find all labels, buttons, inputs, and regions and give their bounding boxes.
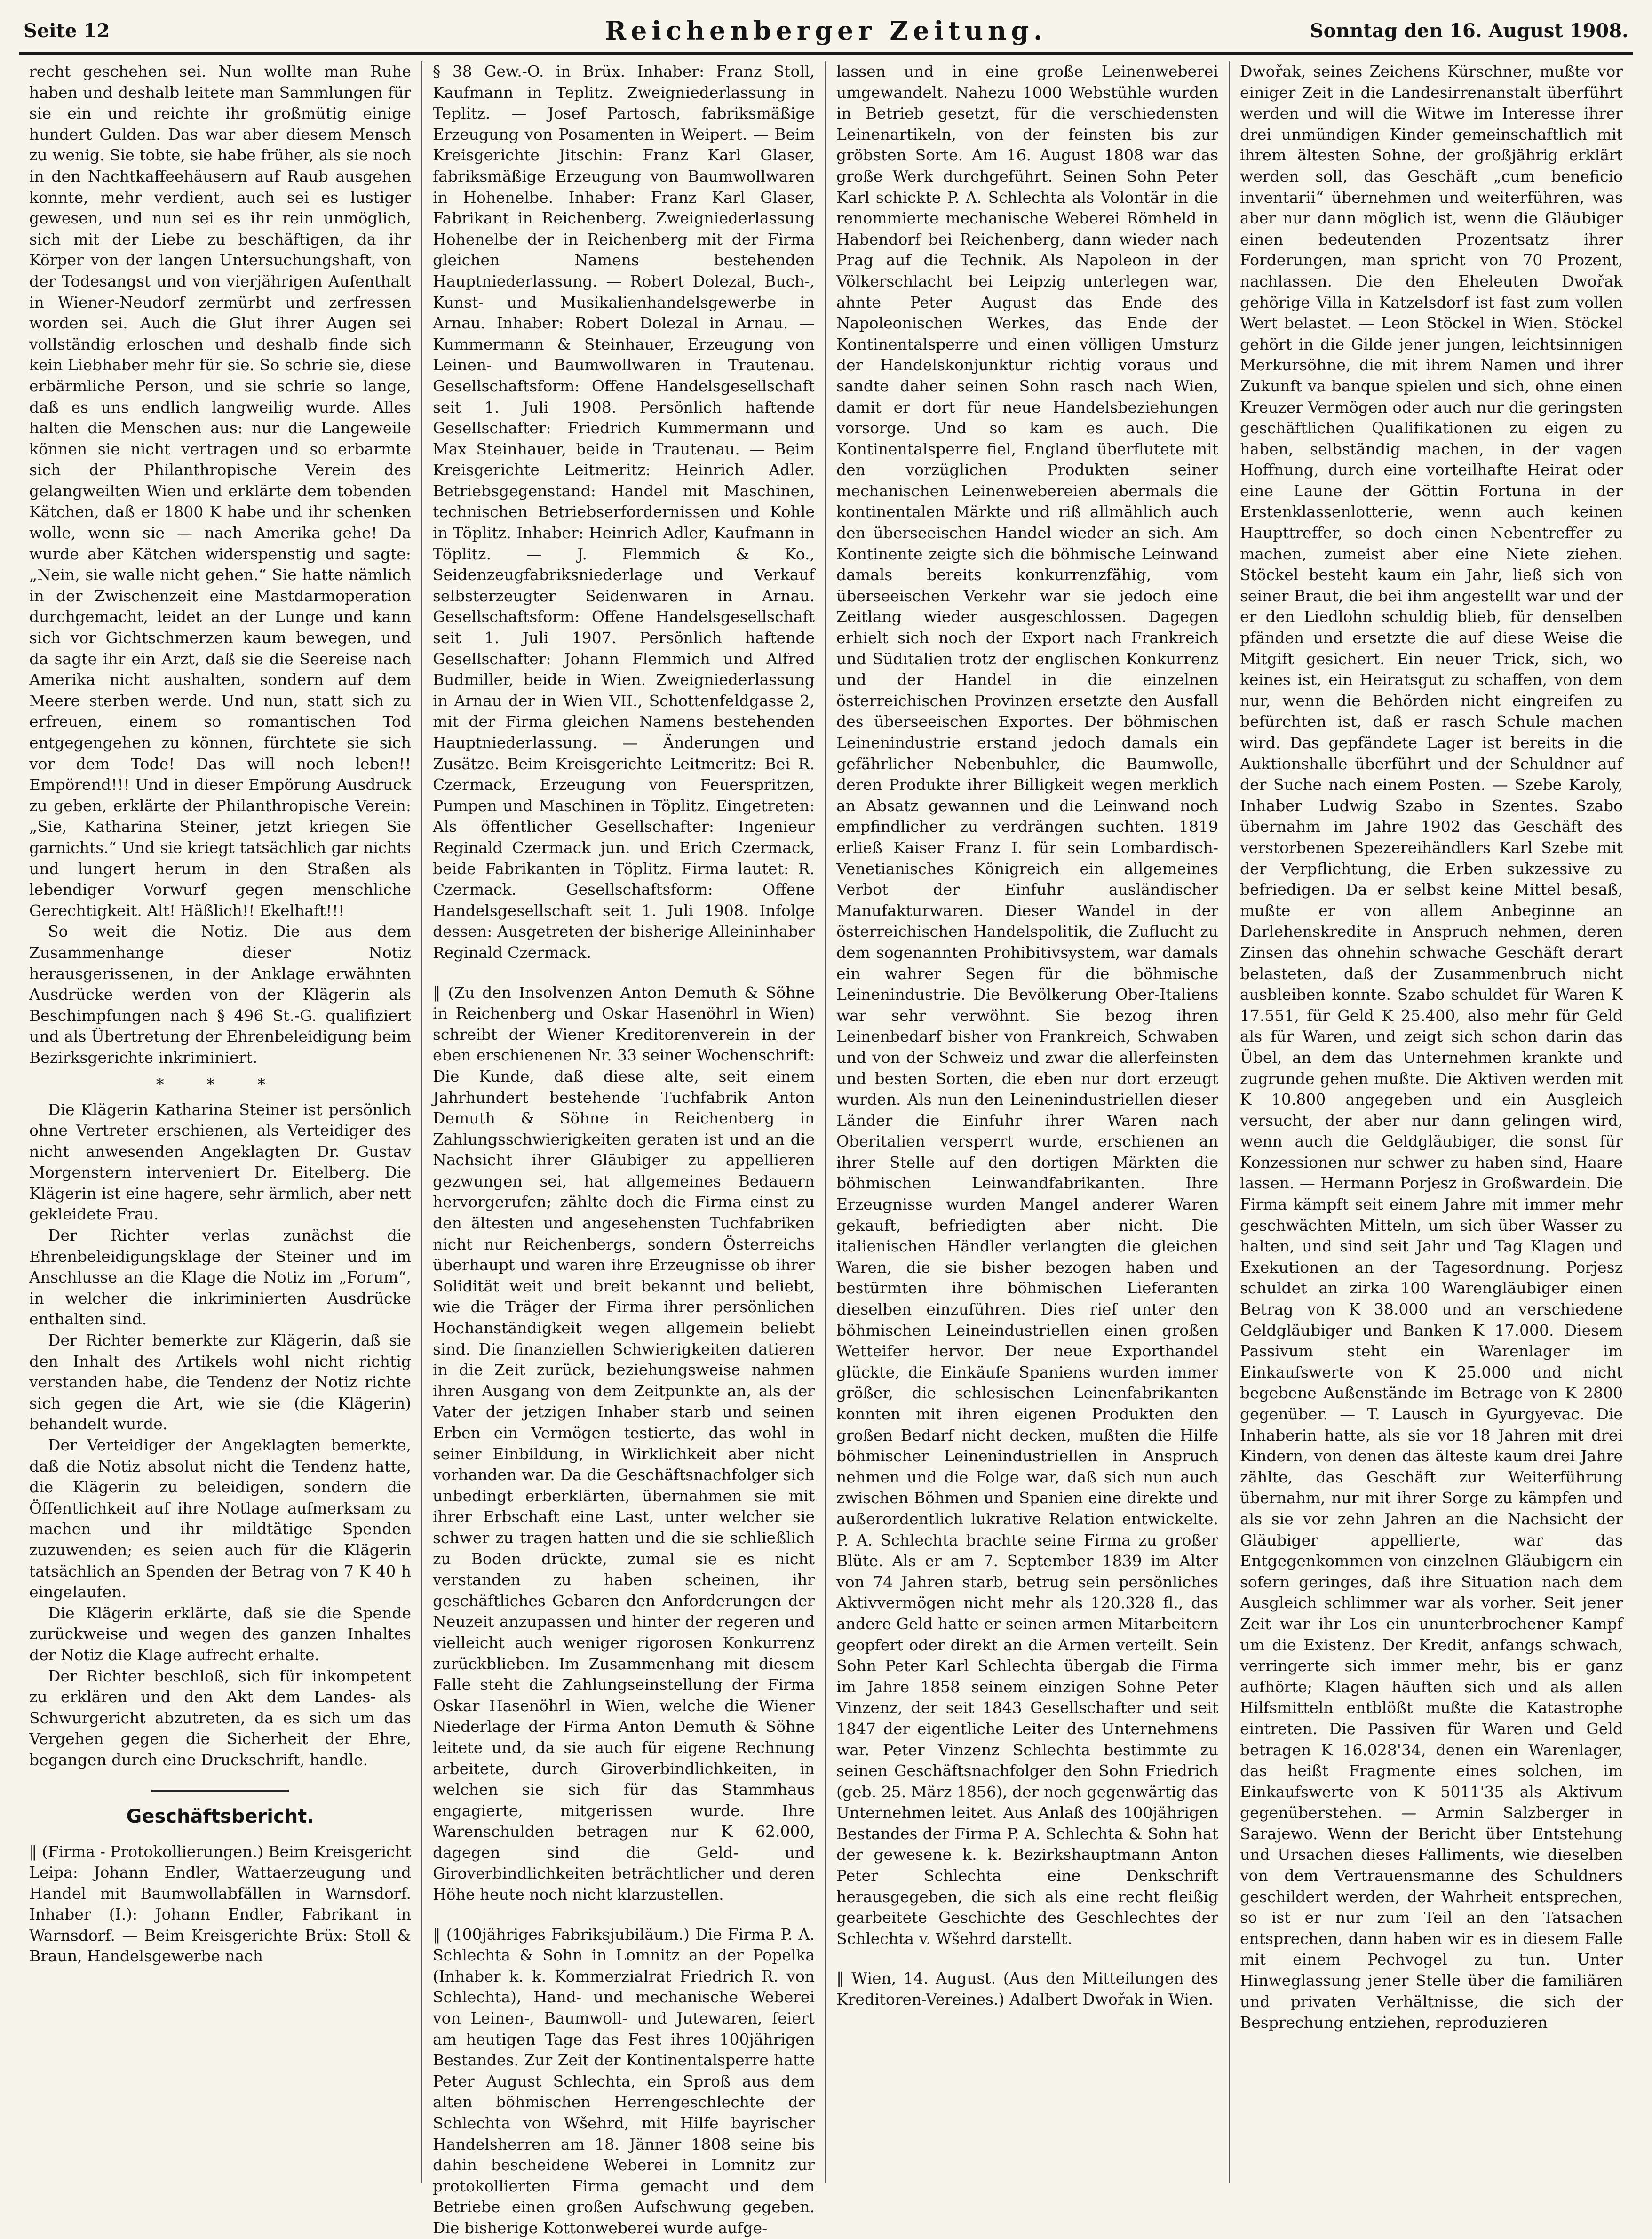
column-4 (1230, 61, 1633, 2183)
article-paragraph: ‖ (100jähriges Fabriksjubiläum.) Die Firma P. A. Schlechta & Sohn in Lomnitz an der Popelka (Inhaber k. k. Kommerzialrat Friedrich R. von Schlechta), Hand- und mechanische Weberei von Leinen-, Baumwoll- und Jutewaren, feiert am heutigen Tage das Fest ihres 100jährigen Bestandes. Zur Zeit der Kontinentalsperre hatte Peter August Schlechta, ein Sproß aus dem alten böhmischen Herrengeschlechte der Schlechta von Wšehrd, mit Hilfe bayrischer Handelsherren am 18. Jänner 1808 seine bis dahin bescheidene Weberei in Lomnitz zur protokollierten Firma gemacht und dem Betriebe einen großen Aufschwung gegeben. Die bisherige Kottonweberei wurde aufge- (433, 1925, 815, 2237)
masthead (19, 9, 1633, 55)
newspaper-page (19, 9, 1633, 2237)
article-paragraph: lassen und in eine große Leinenweberei umgewandelt. Nahezu 1000 Webstühle wurden in Betrieb gesetzt, für die verschiedensten Leinenartikeln, von der feinsten bis zur gröbsten Sorte. Am 16. August 1808 war das große Werk durchgeführt. Seinen Sohn Peter Karl schickte P. A. Schlechta als Volontär in die renommierte mechanische Weberei Römheld in Habendorf bei Reichenberg, dann wieder nach Prag auf die Technik. Als Napoleon in der Völkerschlacht bei Leipzig unterlegen war, ahnte Peter August das Ende des Napoleonischen Werkes, das Ende der Kontinentalsperre und einen völligen Umsturz der Handelskonjunktur richtig voraus und sandte daher seinen Sohn rasch nach Wien, damit er dort für neue Handelsbeziehungen vorsorge. Und so kam es auch. Die Kontinentalsperre fiel, England überflutete mit den vorzüglichen Produkten seiner mechanischen Leinenwebereien abermals die kontinentalen Märkte und riß allmählich auch den überseeischen Handel wieder an sich. Am Kontinente zeigte sich die böhmische Leinwand damals bereits konkurrenzfähig, vom überseeischen Verkehr war sie jedoch eine Zeitlang wieder ausgeschlossen. Dagegen erhielt sich noch der Export nach Frankreich und Südıtalien trotz der englischen Konkurrenz und der Handel in die einzelnen österreichischen Provinzen ersetzte den Ausfall des überseeischen Exportes. Der böhmischen Leinenindustrie erstand jedoch damals ein gefährlicher Nebenbuhler, die Baumwolle, deren Produkte ihrer Billigkeit wegen merklich an Absatz gewannen und die Leinwand noch empfindlicher zu verdrängen suchten. 1819 erließ Kaiser Franz I. für sein Lombardisch-Venetianisches Königreich ein allgemeines Verbot der Einfuhr ausländischer Manufakturwaren. Dieser Wandel in der österreichischen Handelspolitik, die Zuflucht zu dem sogenannten Prohibitivsystem, war damals ein wahrer Segen für die böhmische Leinenindustrie. Die Bevölkerung Ober-Italiens war sehr verwöhnt. Sie bezog ihren Leinenbedarf bisher von Frankreich, Schwaben und von der Schweiz und zwar die allerfeinsten und besten Sorten, die eben nur dort erzeugt wurden. Als nun den Leinenindustriellen dieser Länder die Einfuhr ihrer Waren nach Oberitalien versperrt wurde, erschienen an ihrer Stelle auf den dortigen Märkten die böhmischen Leinwandfabrikanten. Ihre Erzeugnisse wurden Mangel anderer Waren gekauft, befriedigten aber nicht. Die italienischen Händler verlangten die gleichen Waren, die sie bisher bezogen haben und bestürmten ihre böhmischen Lieferanten dieselben einzuführen. Dies rief unter den böhmischen Leineindustriellen einen großen Wetteifer hervor. Der neue Exporthandel glückte, die Einkäufe Spaniens wurden immer größer, die schlesischen Leinenfabrikanten konnten mit ihren eigenen Produkten den großen Bedarf nicht decken, mußten die Hilfe böhmischer Leinenindustriellen in Anspruch nehmen und die Folge war, daß sich nun auch zwischen Böhmen und Spanien eine direkte und außerordentlich lukrative Relation entwickelte. P. A. Schlechta brachte seine Firma zu großer Blüte. Als er am 7. September 1839 im Alter von 74 Jahren starb, betrug sein persönliches Aktivvermögen nicht mehr als 120.328 fl., das andere Geld hatte er seinen armen Mitarbeitern geopfert oder direkt an die Armen verteilt. Sein Sohn Peter Karl Schlechta übergab die Firma im Jahre 1858 seinem einzigen Sohne Peter Vinzenz, der seit 1843 Gesellschafter und seit 1847 der eigentliche Leiter des Unternehmens war. Peter Vinzenz Schlechta bestimmte zu seinen Geschäftsnachfolger den Sohn Friedrich (geb. 25. März 1856), der noch gegenwärtig das Unternehmen leitet. Aus Anlaß des 100jährigen Bestandes der Firma P. A. Schlechta & Sohn hat der gewesene k. k. Bezirkshauptmann Anton Peter Schlechta eine Denkschrift herausgegeben, die sich als eine recht fleißig gearbeitete Geschichte des Geschlechtes der Schlechta v. Wšehrd darstellt. (836, 62, 1218, 1948)
article-paragraph: Dwořak, seines Zeichens Kürschner, mußte vor einiger Zeit in die Landesirrenanstalt überführt werden und will die Witwe im Interesse ihrer drei unmündigen Kinder gemeinschaftlich mit ihrem ältesten Sohne, der großjährig erklärt werden soll, das Geschäft „cum beneficio inventarii“ übernehmen und weiterführen, was aber nur dann möglich ist, wenn die Gläubiger einen bedeutenden Prozentsatz ihrer Forderungen, man spricht von 70 Prozent, nachlassen. Die den Eheleuten Dwořak gehörige Villa in Katzelsdorf ist fast zum vollen Wert belastet. — Leon Stöckel in Wien. Stöckel gehört in die Gilde jener jungen, leichtsinnigen Merkursöhne, die mit ihrem Namen und ihrer Zukunft va banque spielen und sich, ohne einen Kreuzer Vermögen oder auch nur die geringsten geschäftlichen Qualifikationen zu eigen zu haben, selbständig machen, in der vagen Hoffnung, durch eine vorteilhafte Heirat oder eine Laune der Göttin Fortuna in der Erstenklassenlotterie, wenn auch keinen Haupttreffer, so doch einen Nebentreffer zu machen, zumeist aber eine Niete ziehen. Stöckel besteht kaum ein Jahr, ließ sich von seiner Braut, die bei ihm angestellt war und der er den Liedlohn schuldig blieb, für denselben pfänden und ersetzte die auf diese Weise die Mitgift gesichert. Ein neuer Trick, sich, wo keines ist, ein Heiratsgut zu schaffen, von dem nur, wenn die Behörden nicht eingreifen zu befürchten ist, daß er rasch Schule machen wird. Das gepfändete Lager ist bereits in die Auktionshalle überführt und der Schuldner auf der Suche nach einem Posten. — Szebe Karoly, Inhaber Ludwig Szabo in Szentes. Szabo übernahm im Jahre 1902 das Geschäft des verstorbenen Spezereihändlers Karl Szebe mit der Verpflichtung, die Erben sukzessive zu befriedigen. Da er selbst keine Mittel besaß, mußte er von allem Anbeginne an Darlehenskredite in Anspruch nehmen, deren Zinsen das ohnehin schwache Geschäft derart belasteten, daß der Zusammenbruch nicht ausbleiben konnte. Szabo schuldet für Waren K 17.551, für Geld K 25.400, also mehr für Geld als für Waren, und zeigt sich schon darin das Übel, an dem das Unternehmen krankte und zugrunde gehen mußte. Die Aktiven werden mit K 10.800 angegeben und ein Ausgleich versucht, der aber nur dann gelingen wird, wenn auch die Geldgläubiger, die sonst für Konzessionen nur schwer zu haben sind, Haare lassen. — Hermann Porjesz in Großwardein. Die Firma kämpft seit einem Jahre mit immer mehr geschwächten Mitteln, um sich über Wasser zu halten, und sind seit Jahr und Tag Klagen und Exekutionen an der Tagesordnung. Porjesz schuldet an zirka 100 Warengläubiger einen Betrag von K 38.000 und an verschiedene Geldgläubiger und Banken K 17.000. Diesem Passivum steht ein Warenlager im Einkaufswerte von K 25.000 und nicht begebene Außenstände im Betrage von K 2800 gegenüber. — T. Lausch in Gyurgyevac. Die Inhaberin hatte, als sie vor 18 Jahren mit drei Kindern, von denen das älteste kaum drei Jahre zählte, das Geschäft zur Weiterführung übernahm, nur mit ihrer Sorge zu kämpfen und als sie vor zehn Jahren an die Nachsicht der Gläubiger appellierte, war das Entgegenkommen von einzelnen Gläubigern ein sofern geringes, daß ihre Situation nach dem Ausgleich schlimmer war als vorher. Seit jener Zeit war ihr Los ein ununterbrochener Kampf um die Existenz. Der Kredit, anfangs schwach, verringerte sich immer mehr, bis er ganz aufhörte; Klagen häuften sich und als allen Hilfsmitteln entblößt mußte die Katastrophe eintreten. Die Passiven für Waren und Geld betragen K 16.028'34, denen ein Warenlager, das heißt Fragmente eines solchen, im Einkaufswerte von K 5011'35 als Aktivum gegenüberstehen. — Armin Salzberger in Sarajewo. Wenn der Bericht über Entstehung und Ursachen dieses Falliments, wie dieselben von dem Vertrauensmanne des Schuldners geschildert werden, der Wahrheit entsprechen, so ist er nur zum Teil an den Tatsachen entsprechen, dann haben wir es in diesem Falle mit einem Pechvogel zu tun. Unter Hinweglassung jener Stelle über die familiären und privaten Verhältnisse, die sich der Besprechung entziehen, reproduzieren (1240, 62, 1623, 2032)
page-number: Seite 12 (24, 19, 110, 42)
article-columns (19, 61, 1633, 2237)
issue-date: Sonntag den 16. August 1908. (1310, 19, 1628, 42)
column-2 (422, 61, 826, 2237)
article-paragraph: Der Richter bemerkte zur Klägerin, daß sie den Inhalt des Artikels wohl nicht richtig verstanden habe, die Tendenz der Notiz richte sich gegen die Art, wie sie (die Klägerin) behandelt wurde. (29, 1331, 411, 1434)
column-1 (19, 61, 422, 2183)
section-divider-stars: * * * (156, 1075, 285, 1094)
article-paragraph: Der Richter beschloß, sich für inkompetent zu erklären und den Akt dem Landes- als Schwurgericht abzutreten, da es sich um das Vergehen gegen die Sicherheit der Ehre, begangen durch eine Druckschrift, handle. (29, 1666, 411, 1769)
article-paragraph: Der Verteidiger der Angeklagten bemerkte, daß die Notiz absolut nicht die Tendenz hatte, die Klägerin zu beleidigen, sondern die Öffentlichkeit auf ihre Notlage aufmerksam zu machen und ihr mildtätige Spenden zuzuwenden; es seien auch für die Klägerin tatsächlich an Spenden der Betrag von 7 K 40 h eingelaufen. (29, 1436, 411, 1602)
article-paragraph: Die Klägerin Katharina Steiner ist persönlich ohne Vertreter erschienen, als Verteidiger des nicht anwesenden Angeklagten Dr. Gustav Morgenstern interveniert Dr. Eitelberg. Die Klägerin ist eine hagere, sehr ärmlich, aber nett gekleidete Frau. (29, 1100, 411, 1224)
paragraph-gap (433, 964, 815, 982)
paragraph-gap (433, 1905, 815, 1924)
section-heading: Geschäftsbericht. (126, 1805, 314, 1827)
article-paragraph: recht geschehen sei. Nun wollte man Ruhe haben und deshalb leitete man Sammlungen für sie ein und reichte ihr großmütig einige hundert Gulden. Das war aber diesem Mensch zu wenig. Sie tobte, sie habe früher, als sie noch in den Nachtkaffeehäusern auf Raub ausgehen konnte, mehr verdient, auch sei es lustiger gewesen, und nun sei es ihr rein unmöglich, sich mit der Liebe zu beschäftigen, da ihr Körper von der langen Untersuchungshaft, von der Todesangst und von vierjährigen Aufenthalt in Wiener-Neudorf zermürbt und zerfressen worden sei. Auch die Glut ihrer Augen sei vollständig erloschen und deshalb finde sich kein Liebhaber mehr für sie. So schrie sie, diese erbärmliche Person, und sie schrie so lange, daß es uns endlich langweilig wurde. Alles halten die Menschen aus: nur die Langeweile können sie nicht vertragen und so erbarmte sich der Philanthropische Verein des gelangweilten Wien und erklärte dem tobenden Kätchen, daß er 1800 K habe und ihr schenken wolle, wenn sie — nach Amerika gehe! Da wurde aber Kätchen widerspenstig und sagte: „Nein, sie walle nicht gehen.“ Sie hatte nämlich in der Zwischenzeit eine Mastdarmoperation durchgemacht, leidet an der Lunge und kann sich vor Gichtschmerzen kaum bewegen, und da sagte ihr ein Arzt, daß sie die Seereise nach Amerika nicht aushalten, sondern auf dem Meere sterben werde. Und nun, statt sich zu erfreuen, einem so romantischen Tod entgegengehen zu können, fürchtete sie sich vor dem Tode! Das will noch leben!! Empörend!!! Und in dieser Empörung Ausdruck zu geben, erklärte der Philanthropische Verein: „Sie, Katharina Steiner, jetzt kriegen Sie garnichts.“ Und sie kriegt tatsächlich gar nichts und lungert herum in den Straßen als lebendiger Vorwurf gegen menschliche Gerechtigkeit. Alt! Häßlich!! Ekelhaft!!! (29, 62, 411, 920)
article-paragraph: ‖ (Firma - Protokollierungen.) Beim Kreisgericht Leipa: Johann Endler, Wattaerzeugung und Handel mit Baumwollabfällen in Warnsdorf. Inhaber (I.): Johann Endler, Fabrikant in Warnsdorf. — Beim Kreisgerichte Brüx: Stoll & Braun, Handelsgewerbe nach (29, 1842, 411, 1966)
column-3 (826, 61, 1230, 2183)
article-paragraph: Die Klägerin erklärte, daß sie die Spende zurückweise und wegen des ganzen Inhaltes der Notiz die Klage aufrecht erhalte. (29, 1603, 411, 1664)
newspaper-title: Reichenberger Zeitung. (605, 16, 1047, 46)
article-paragraph: ‖ Wien, 14. August. (Aus den Mitteilungen des Kreditoren-Vereines.) Adalbert Dwořak in Wien. (836, 1969, 1218, 2009)
article-paragraph: So weit die Notiz. Die aus dem Zusammenhange dieser Notiz herausgerissenen, in der Anklage erwähnten Ausdrücke werden von der Klägerin als Beschimpfungen nach § 496 St.-G. qualifiziert und als Übertretung der Ehrenbeleidigung beim Bezirksgerichte inkriminiert. (29, 922, 411, 1067)
article-paragraph: ‖ (Zu den Insolvenzen Anton Demuth & Söhne in Reichenberg und Oskar Hasenöhrl in Wien) schreibt der Wiener Kreditorenverein in der eben erschienenen Nr. 33 seiner Wochenschrift: Die Kunde, daß diese alte, seit einem Jahrhundert bestehende Tuchfabrik Anton Demuth & Söhne in Reichenberg in Zahlungsschwierigkeiten geraten ist und an die Nachsicht ihrer Gläubiger zu appellieren gezwungen sei, hat allgemeines Bedauern hervorgerufen; zählte doch die Firma einst zu den ältesten und angesehensten Tuchfabriken nicht nur Reichenbergs, sondern Österreichs überhaupt und waren ihre Erzeugnisse ob ihrer Solidität weit und breit bekannt und beliebt, wie die Träger der Firma ihrer persönlichen Hochanständigkeit wegen allgemein beliebt sind. Die finanziellen Schwierigkeiten datieren in die Zeit zurück, beziehungsweise nahmen ihren Ausgang von dem Zeitpunkte an, als der Vater der jetzigen Inhaber starb und seinen Erben ein Vermögen testierte, das wohl in seiner Einbildung, in Wirklichkeit aber nicht vorhanden war. Da die Geschäftsnachfolger sich unbedingt erberklärten, übernahmen sie mit ihrer Erbschaft eine Last, unter welcher sie schwer zu tragen hatten und die sie schließlich zu Boden drückte, zumal sie es nicht verstanden zu haben scheinen, ihr geschäftliches Gebaren den Anforderungen der Neuzeit anzupassen und hinter der regeren und vielleicht auch weniger rigorosen Konkurrenz zurückblieben. Im Zusammenhang mit diesem Falle steht die Zahlungseinstellung der Firma Oskar Hasenöhrl in Wien, welche die Wiener Niederlage der Firma Anton Demuth & Söhne leitete und, da sie auch für eigene Rechnung arbeitete, durch Giroverbindlichkeiten, in welchen sie sich für das Stammhaus engagierte, mitgerissen wurde. Ihre Warenschulden betragen nur K 62.000, dagegen sind die Geld- und Giroverbindlichkeiten beträchtlicher und deren Höhe heute noch nicht klarzustellen. (433, 983, 815, 1904)
article-paragraph: Der Richter verlas zunächst die Ehrenbeleidigungsklage der Steiner und im Anschlusse an die Klage die Notiz im „Forum“, in welcher die inkriminierten Ausdrücke enthalten sind. (29, 1226, 411, 1329)
article-paragraph: § 38 Gew.-O. in Brüx. Inhaber: Franz Stoll, Kaufmann in Teplitz. Zweigniederlassung in Teplitz. — Josef Partosch, fabriksmäßige Erzeugung von Posamenten in Weipert. — Beim Kreisgerichte Jitschin: Franz Karl Glaser, fabriksmäßige Erzeugung von Baumwollwaren in Hohenelbe. Inhaber: Franz Karl Glaser, Fabrikant in Reichenberg. Zweigniederlassung Hohenelbe der in Reichenberg mit der Firma gleichen Namens bestehenden Hauptniederlassung. — Robert Dolezal, Buch-, Kunst- und Musikalienhandelsgewerbe in Arnau. Inhaber: Robert Dolezal in Arnau. — Kummermann & Steinhauer, Erzeugung von Leinen- und Baumwollwaren in Trautenau. Gesellschaftsform: Offene Handelsgesellschaft seit 1. Juli 1908. Persönlich haftende Gesellschafter: Friedrich Kummermann und Max Steinhauer, beide in Trautenau. — Beim Kreisgerichte Leitmeritz: Heinrich Adler. Betriebsgegenstand: Handel mit Maschinen, technischen Betriebserfordernissen und Kohle in Töplitz. Inhaber: Heinrich Adler, Kaufmann in Töplitz. — J. Flemmich & Ko., Seidenzeugfabriksniederlage und Verkauf selbsterzeugter Seidenwaren in Arnau. Gesellschaftsform: Offene Handelsgesellschaft seit 1. Juli 1907. Persönlich haftende Gesellschafter: Johann Flemmich und Alfred Budmiller, beide in Wien. Zweigniederlassung in Arnau der in Wien VII., Schottenfeldgasse 2, mit der Firma gleichen Namens bestehenden Hauptniederlassung. — Änderungen und Zusätze. Beim Kreisgerichte Leitmeritz: Bei R. Czermack, Erzeugung von Feuerspritzen, Pumpen und Maschinen in Töplitz. Eingetreten: Als öffentlicher Gesellschafter: Ingenieur Reginald Czermack jun. und Erich Czermack, beide Fabrikanten in Töplitz. Firma lautet: R. Czermack. Gesellschaftsform: Offene Handelsgesellschaft seit 1. Juli 1908. Infolge dessen: Ausgetreten der bisherige Alleininhaber Reginald Czermack. (433, 62, 815, 962)
paragraph-gap (836, 1949, 1218, 1968)
section-rule (151, 1790, 289, 1792)
